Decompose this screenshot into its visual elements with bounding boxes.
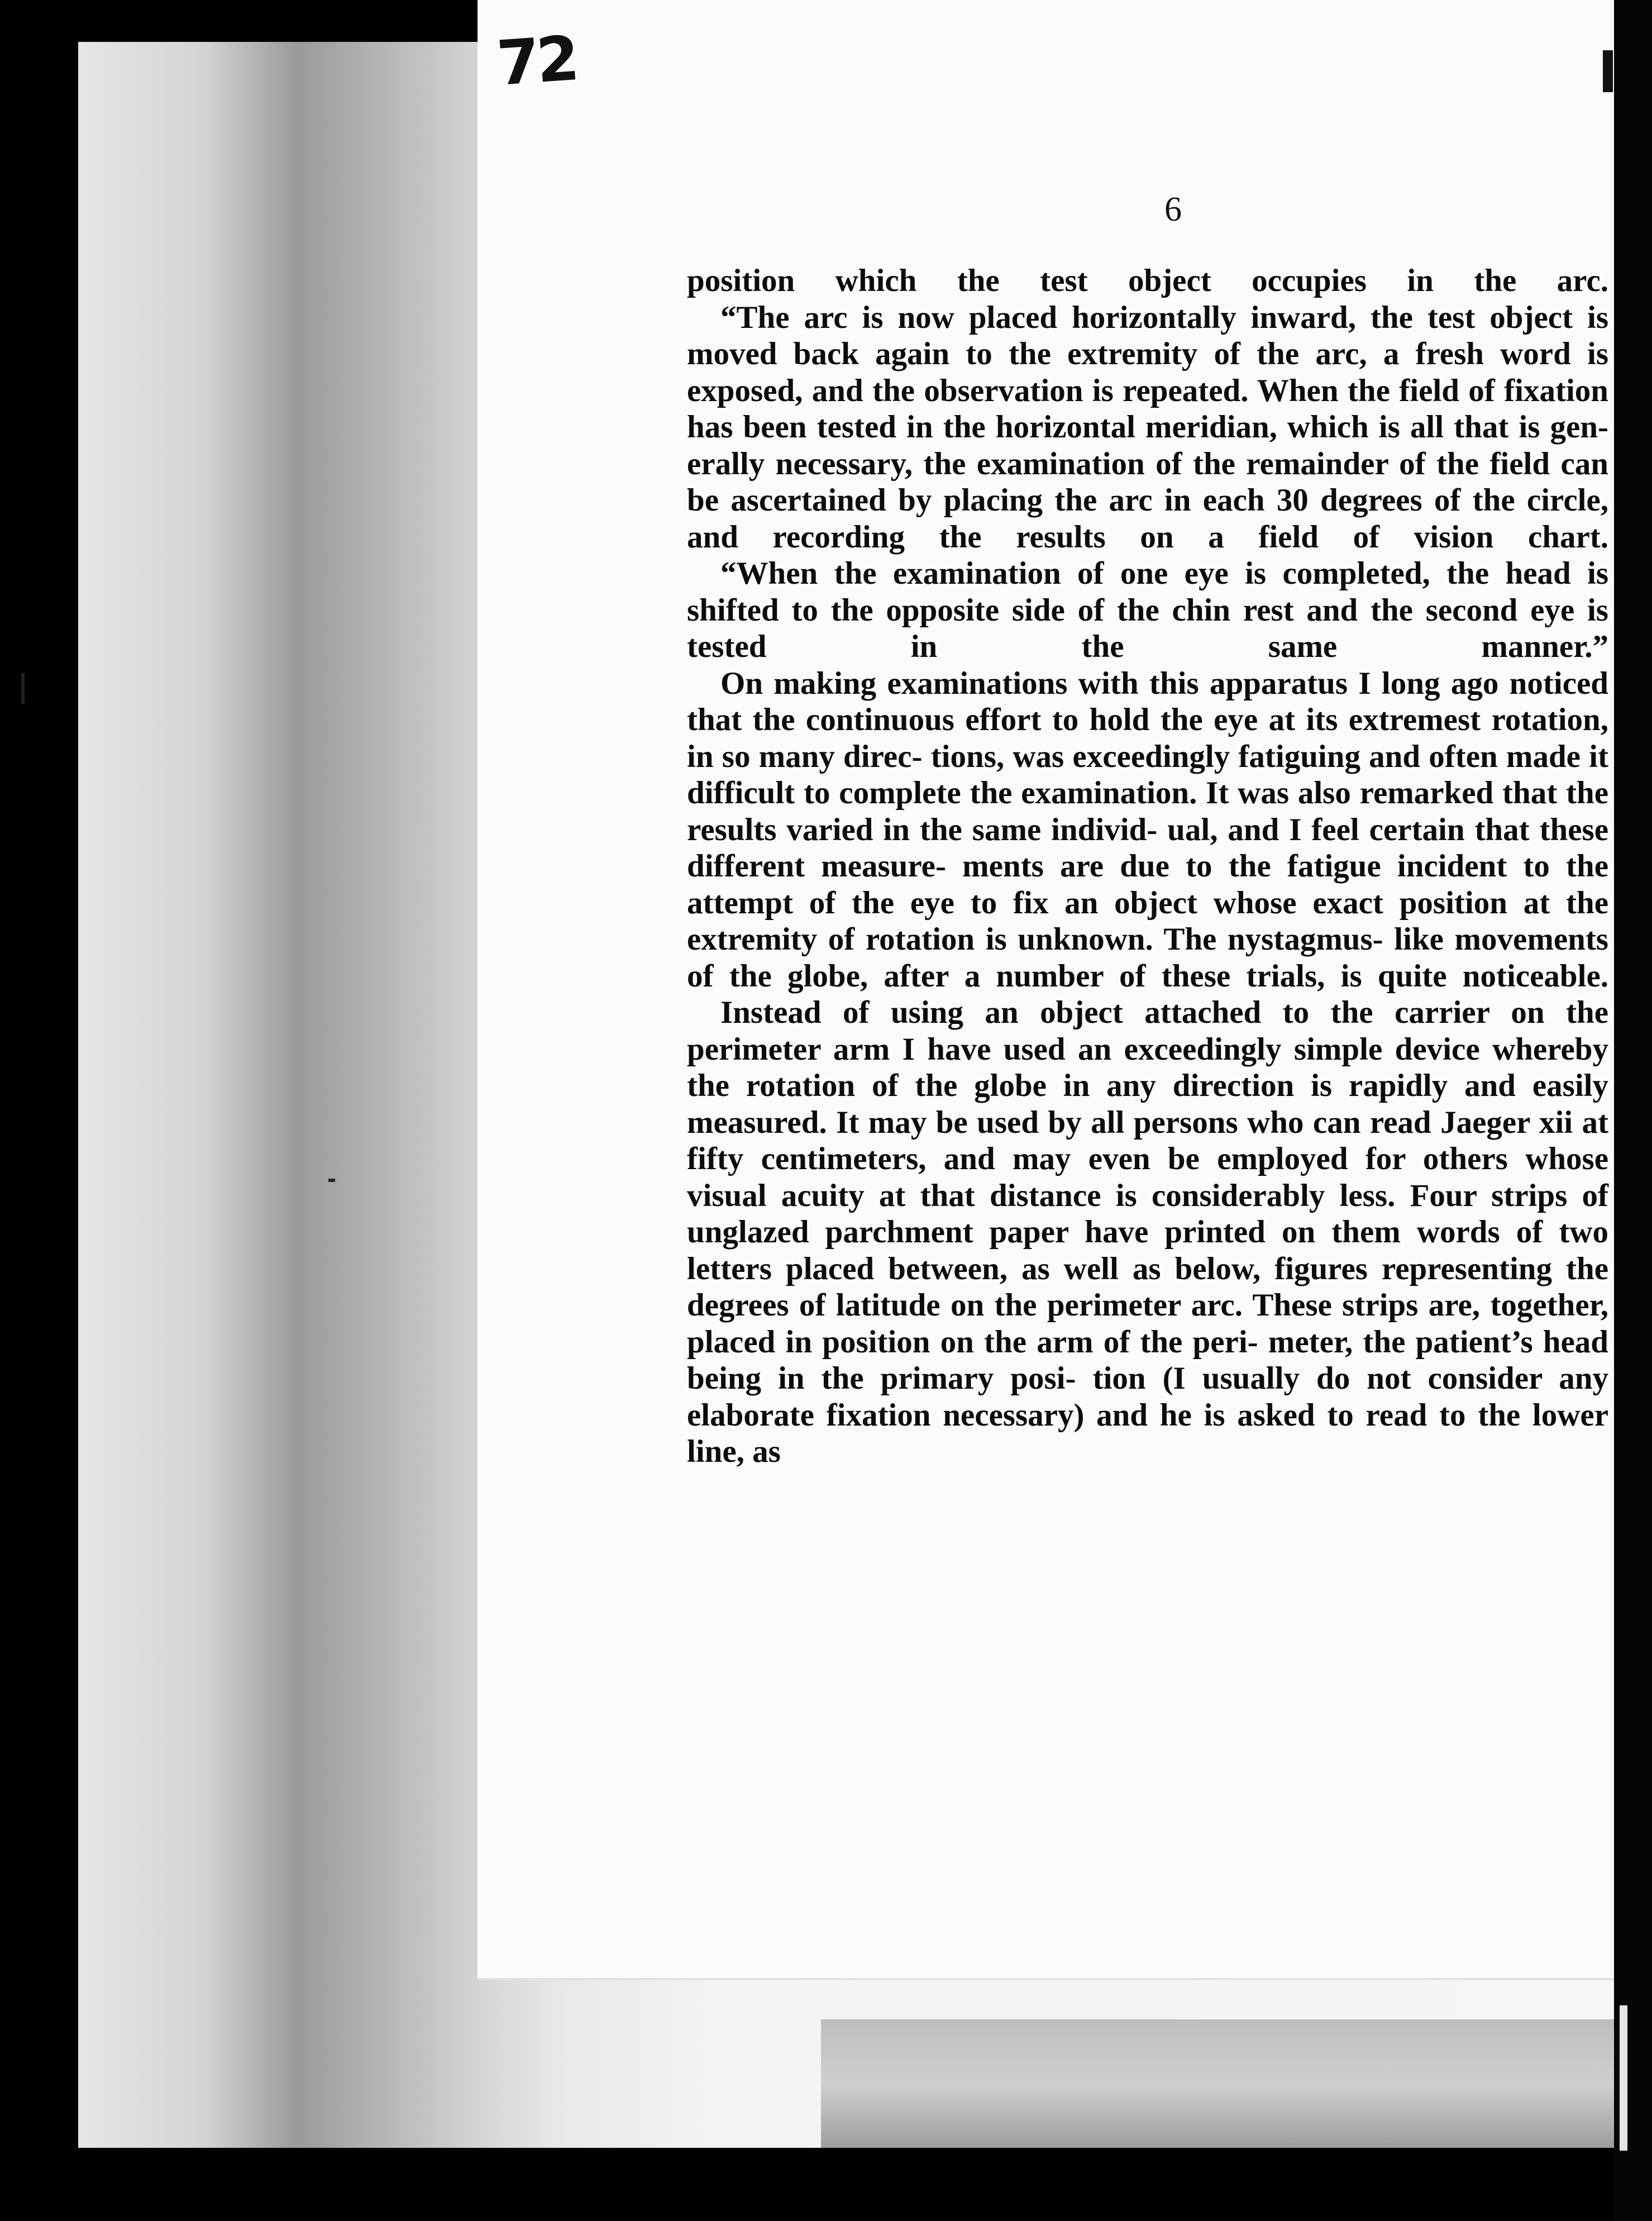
text-line: necessary) and he is asked to read to the lower line, as — [687, 1397, 1609, 1469]
text-line: in the horizontal meridian, which is all that is gen- — [906, 409, 1608, 445]
text-line: as well as below, figures representing the degrees of — [687, 1251, 1608, 1323]
page-number: 6 — [1164, 190, 1182, 228]
text-line: On making examinations with this apparatus I — [720, 665, 1371, 701]
text-line: the eye to fix an object whose exact position at the — [852, 885, 1609, 921]
text-line: extremity of rotation is unknown. The nystagmus- — [687, 922, 1383, 957]
body-text — [687, 263, 1608, 1470]
handwritten-sheet-number: 72 — [494, 22, 579, 99]
text-line: used by all persons who can read Jaeger xii at fifty — [687, 1104, 1608, 1176]
text-line: on the perimeter arm I have used an exceedingly — [687, 995, 1609, 1067]
text-line: long ago noticed that the continuous effort to hold — [687, 665, 1608, 737]
text-line: whose visual acuity at that distance is considerably — [687, 1141, 1609, 1213]
text-line: the field can be ascertained by placing the arc in — [687, 446, 1609, 518]
text-line: erally necessary, the examination of the remainder of — [687, 446, 1426, 482]
text-line: centimeters, and may even be employed for others — [761, 1141, 1508, 1176]
text-line: tions, was exceedingly fatiguing and often made it — [930, 738, 1608, 774]
text-line: ual, and I feel certain that these different measure- — [687, 812, 1608, 884]
text-line: difficult to complete the examination. It was also — [687, 775, 1351, 811]
paragraph — [687, 263, 1608, 299]
scan-border-right — [1614, 0, 1652, 2221]
text-line: meter, the patient’s head being in the primary posi- — [687, 1324, 1609, 1396]
text-line: together, placed in position on the arm of the peri- — [687, 1288, 1608, 1360]
text-line: less. Four strips of unglazed parchment paper have — [687, 1178, 1608, 1250]
scan-speck — [21, 673, 25, 704]
text-line: latitude on the perimeter arc. These strips are, — [835, 1288, 1481, 1323]
text-line: like movements of the globe, after a number of these — [687, 922, 1608, 994]
text-line: trials, is quite noticeable. — [1246, 958, 1608, 994]
text-line: repeated. When the field of fixation has been tested — [687, 373, 1608, 445]
text-line: direction is rapidly and easily measured. It may be — [687, 1068, 1609, 1140]
text-line: simple device whereby the rotation of the globe in any — [687, 1031, 1608, 1103]
text-line: “The arc is now placed horizontally inward, the test — [720, 299, 1476, 335]
text-line: tion (I usually do not consider any elaborate fixation — [687, 1361, 1609, 1433]
text-line: remarked that the results varied in the same individ- — [687, 775, 1608, 847]
paragraph — [687, 665, 1608, 995]
text-line: ments are due to the fatigue incident to the attempt of — [687, 849, 1609, 921]
text-line: Instead of using an object attached to the carrier — [720, 995, 1489, 1030]
scan-speck — [1603, 50, 1613, 92]
paragraph — [687, 555, 1608, 665]
text-line: printed on them words of two letters placed between, — [687, 1214, 1609, 1286]
text-line: “When the examination of one eye is completed, — [720, 556, 1430, 591]
text-line: each 30 degrees of the circle, and recording the — [687, 483, 1609, 555]
text-line: the head is shifted to the opposite side of the chin — [687, 556, 1609, 628]
scan-border-mark — [1620, 2005, 1627, 2151]
paragraph — [687, 994, 1608, 1470]
text-line: results on a field of vision chart. — [1016, 519, 1609, 555]
text-line: position which the test object occupies in the arc. — [687, 263, 1608, 298]
text-line: the eye at its extremest rotation, in so many direc- — [687, 702, 1609, 774]
text-line: arc, a fresh word is exposed, and the observation is — [687, 336, 1609, 408]
paragraph — [687, 299, 1608, 556]
text-line: rest and the second eye is tested in the same manner.” — [687, 592, 1608, 664]
text-line: object is moved back again to the extremity of the — [687, 299, 1608, 371]
scan-speck — [328, 1179, 335, 1182]
